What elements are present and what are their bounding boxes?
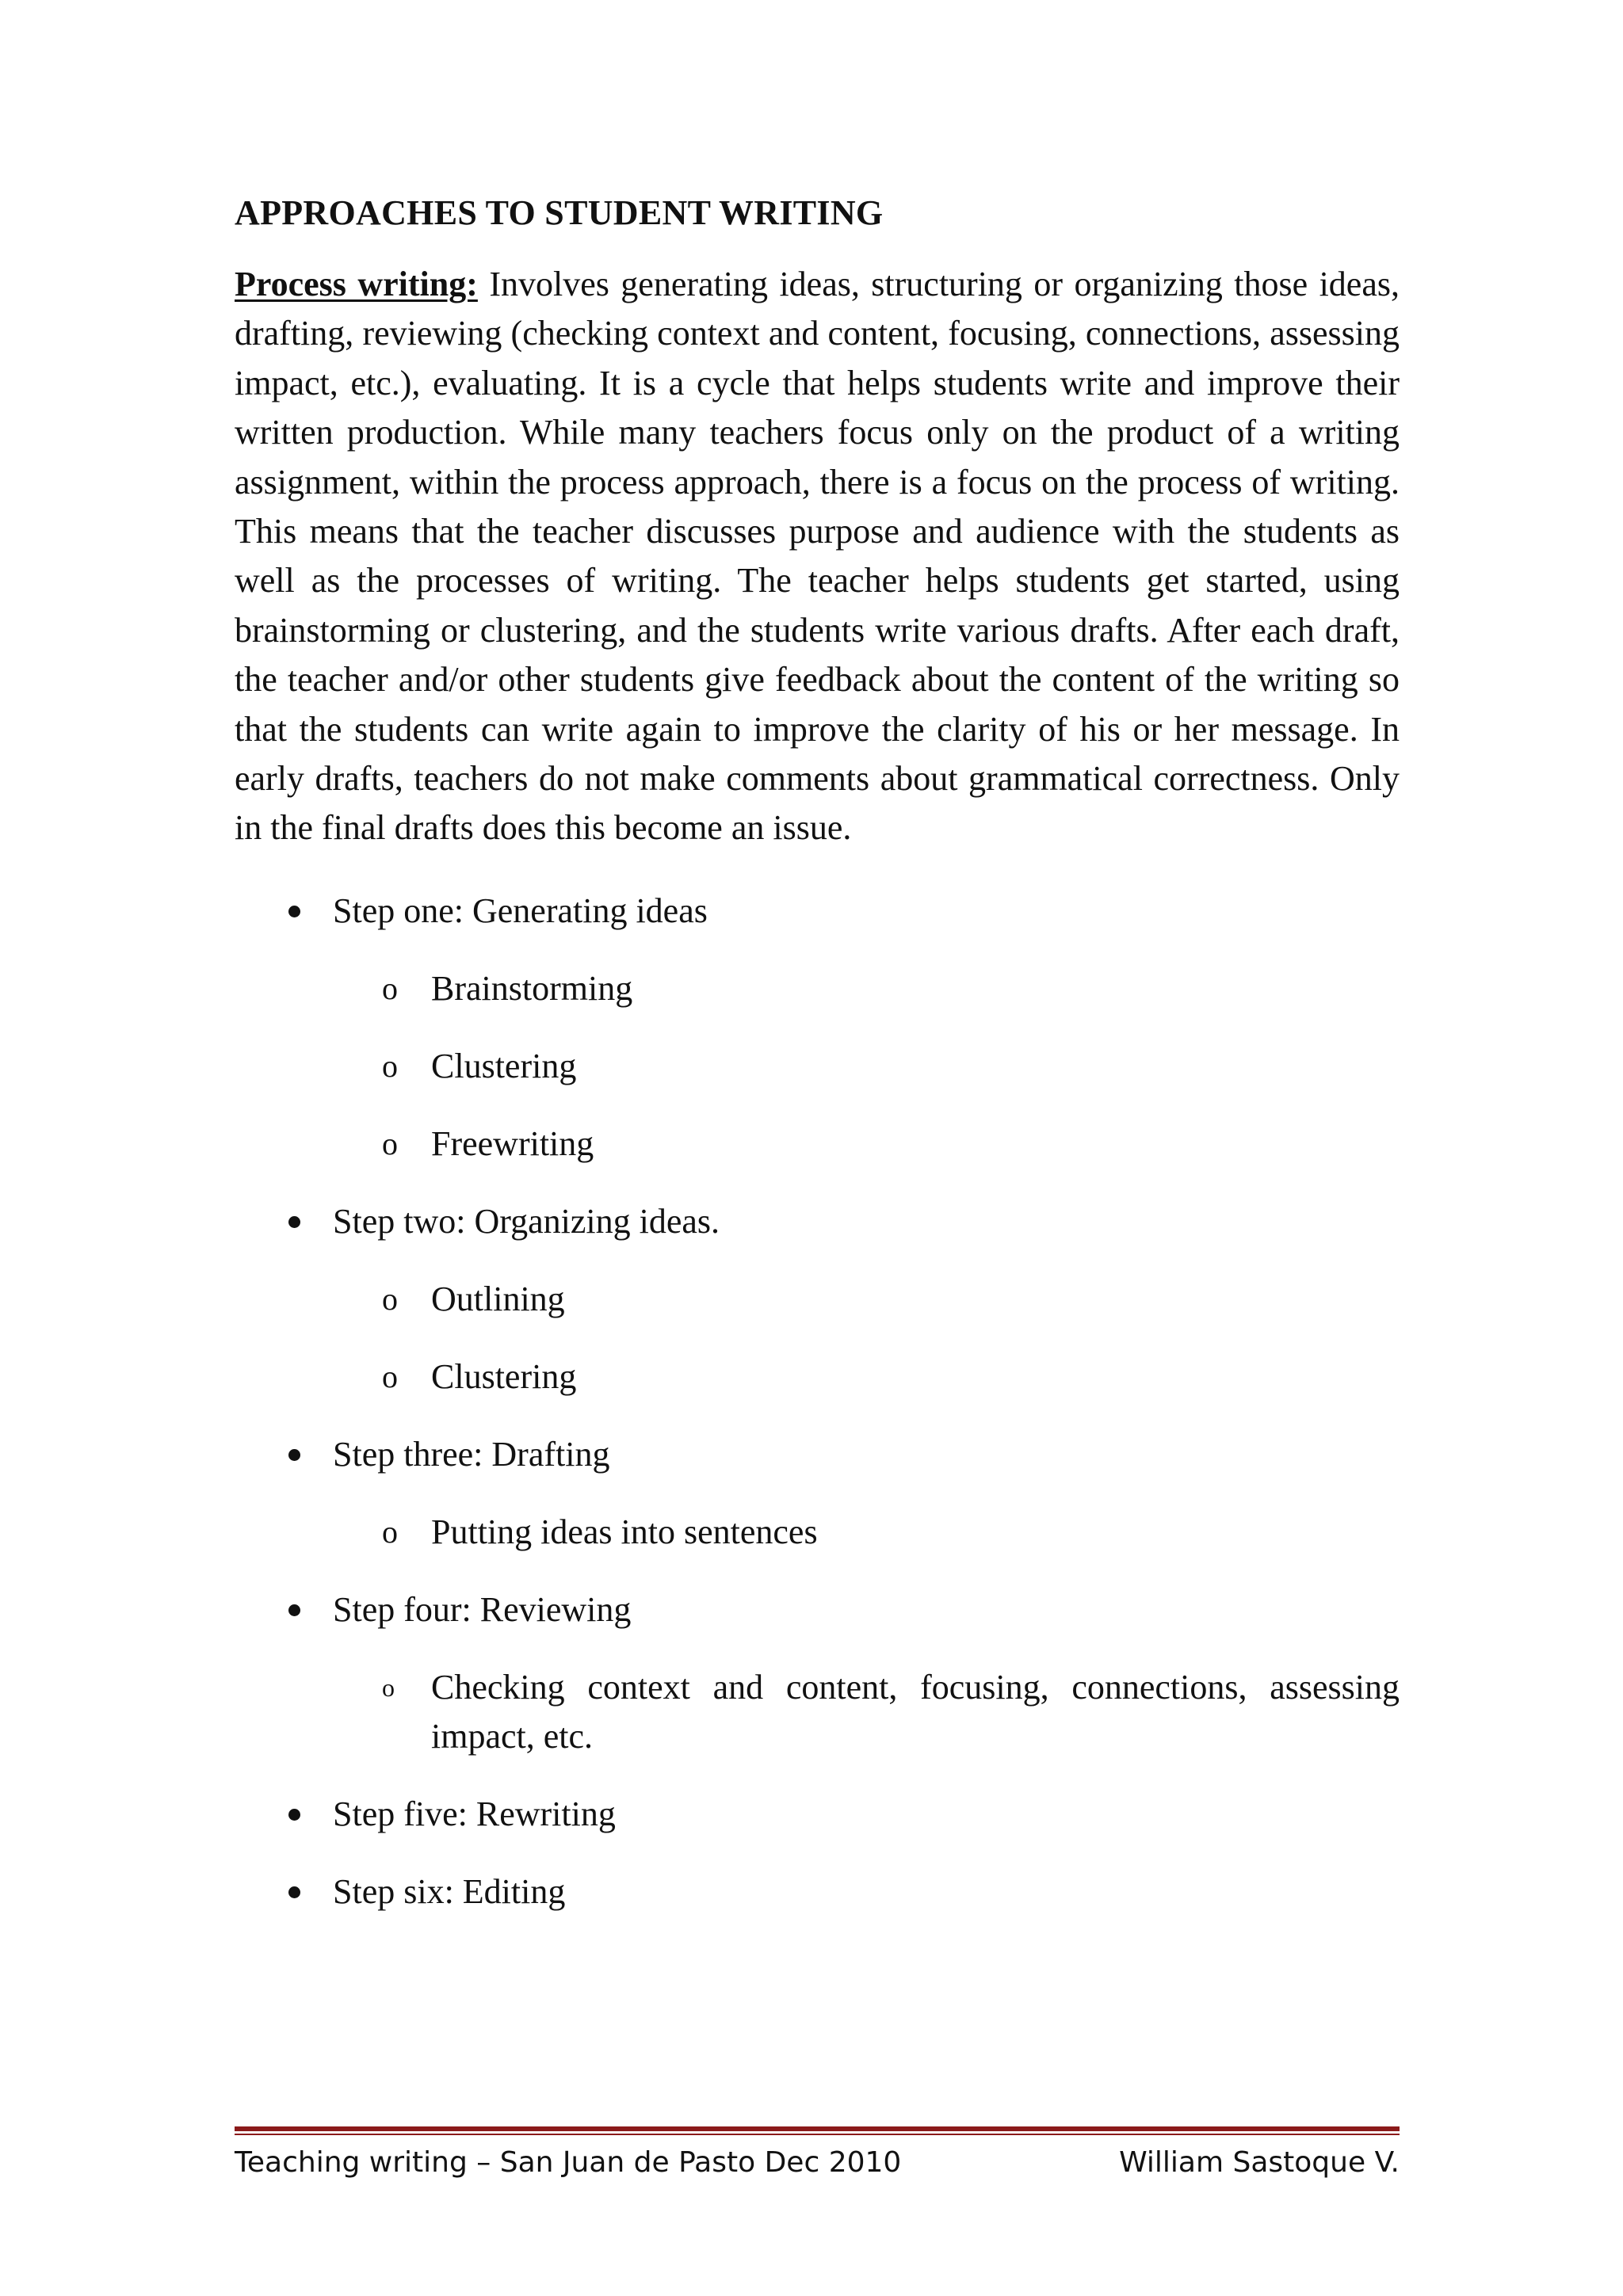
sub-item [235, 1119, 1400, 1169]
circle-bullet-icon: o [382, 1047, 398, 1084]
bullet-icon [288, 1604, 300, 1616]
steps-list [235, 887, 1400, 1917]
sub-item [235, 1042, 1400, 1091]
process-writing-label: Process writing: [235, 265, 478, 303]
sub-item-label: Checking context and content, focusing, connections, assessing impact, etc. [431, 1667, 1400, 1756]
circle-bullet-icon: o [382, 1513, 398, 1550]
step-item [235, 887, 1400, 1169]
step-label: Step six: Editing [333, 1871, 566, 1911]
circle-bullet-icon: o [382, 1672, 395, 1702]
sub-item-label: Clustering [431, 1046, 577, 1085]
sub-list [333, 1663, 1400, 1761]
step-item [235, 1430, 1400, 1557]
sub-list [333, 964, 1400, 1169]
circle-bullet-icon: o [382, 1358, 398, 1394]
circle-bullet-icon: o [382, 1125, 398, 1161]
sub-item [235, 1352, 1400, 1402]
step-label: Step two: Organizing ideas. [333, 1201, 720, 1241]
bullet-icon [288, 1216, 300, 1228]
step-item [235, 1867, 1400, 1917]
sub-item [235, 1275, 1400, 1324]
sub-item-label: Clustering [431, 1356, 577, 1396]
sub-item-label: Outlining [431, 1279, 565, 1318]
sub-item [235, 1508, 1400, 1557]
circle-bullet-icon: o [382, 1280, 398, 1317]
bullet-icon [288, 1886, 300, 1898]
sub-item-label: Putting ideas into sentences [431, 1512, 818, 1551]
sub-item-label: Freewriting [431, 1123, 594, 1163]
sub-item-label: Brainstorming [431, 968, 633, 1008]
step-label: Step five: Rewriting [333, 1794, 616, 1833]
sub-list [333, 1275, 1400, 1402]
footer-divider [235, 2126, 1400, 2131]
sub-list [333, 1508, 1400, 1557]
step-item [235, 1790, 1400, 1839]
footer-left-text: Teaching writing – San Juan de Pasto Dec 2010 [235, 2146, 902, 2179]
intro-paragraph [235, 260, 1400, 853]
page-content [235, 189, 1400, 1945]
step-item [235, 1197, 1400, 1402]
page-footer [235, 2139, 1400, 2187]
circle-bullet-icon: o [382, 970, 398, 1006]
bullet-icon [288, 906, 300, 917]
sub-item [235, 1663, 1400, 1761]
step-label: Step four: Reviewing [333, 1589, 632, 1629]
page-title: APPROACHES TO STUDENT WRITING [235, 193, 884, 232]
bullet-icon [288, 1449, 300, 1461]
step-item [235, 1585, 1400, 1761]
sub-item [235, 964, 1400, 1013]
footer-divider-thin [235, 2134, 1400, 2135]
bullet-icon [288, 1809, 300, 1821]
intro-text: Involves generating ideas, structuring or organizing those ideas, drafting, reviewing (checking context and content, focusing, connections, assessing impact, etc.), evaluating. It is a cycle that helps students write and improve their written production. While many teachers focus only on the product of a writing assignment, within the process approach, there is a focus on the process of writing. This means that the teacher discusses purpose and audience with the students as well as the processes of writing. The teacher helps students get started, using brainstorming or clustering, and the students write various drafts. After each draft, the teacher and/or other students give feedback about the content of the writing so that the students can write again to improve the clarity of his or her message. In early drafts, teachers do not make comments about grammatical correctness. Only in the final drafts does this become an issue. [235, 265, 1400, 848]
step-label: Step one: Generating ideas [333, 891, 708, 930]
footer-right-text: William Sastoque V. [1119, 2146, 1400, 2179]
step-label: Step three: Drafting [333, 1434, 610, 1474]
